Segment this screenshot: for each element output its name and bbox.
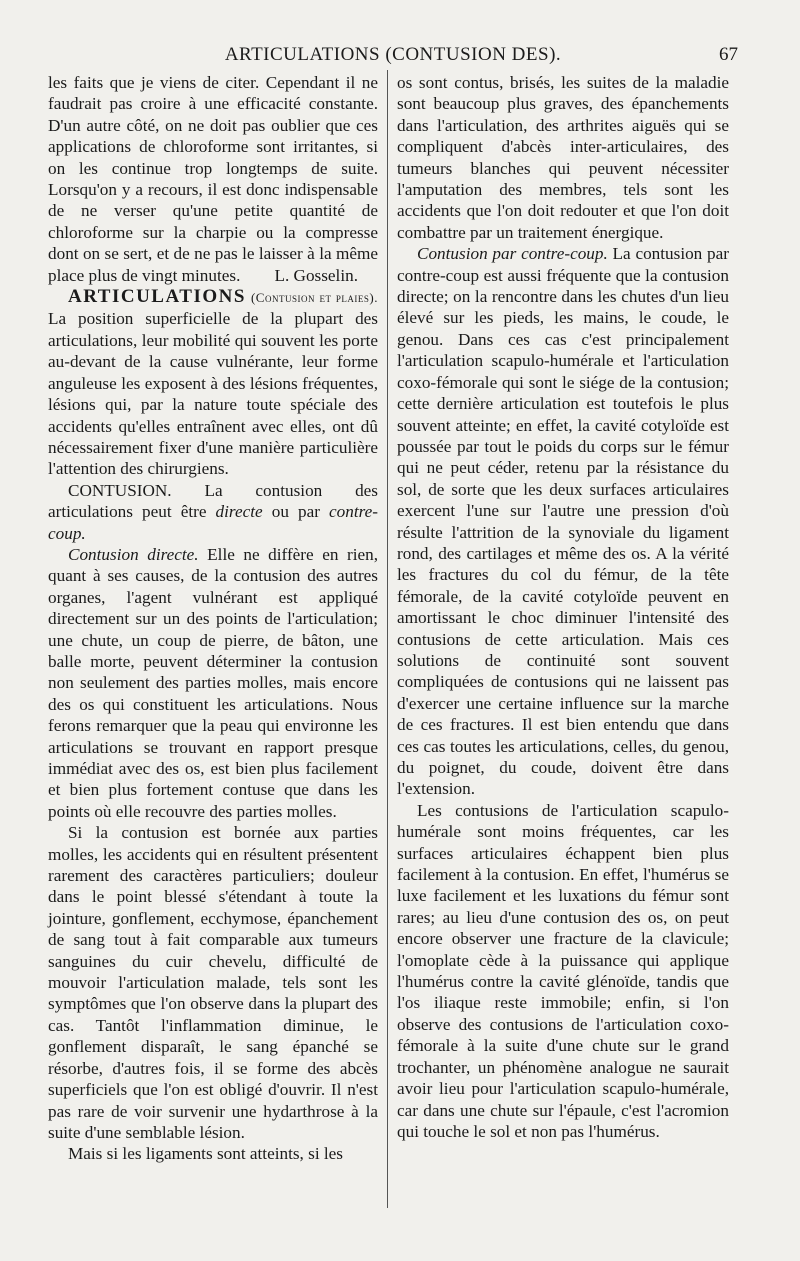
emphasis: directe	[215, 502, 263, 522]
entry-subheading: (Contusion et plaies).	[250, 290, 379, 306]
paragraph	[397, 243, 729, 800]
paragraph-text: La contusion par contre-coup est aussi fréquente que la contusion directe; on la rencontre dans les chutes d'un lieu élevé sur les pieds, les mains, le coude, le genou. Dans ces cas c'est principalement l'articulation scapulo-humérale et l'articulation coxo-fémorale qui sont le siége de la contusion; cette dernière articulation est toutefois le plus souvent atteinte; en effet, la cavité cotyloïde est poussée par tout le poids du corps sur le fémur qui ne peut céder, retenu par la résistance du sol, de sorte que les deux surfaces articulaires exercent l'une sur l'autre une pression d'où résulte l'attrition de la synoviale du ligament rond, des cartilages et même des os. A la vérité les fractures du col du fémur, de la tête fémorale, de la cavité cotyloïde peuvent en amortissant le choc diminuer l'intensité des contusions de cette articulation. Mais ces solutions de continuité sont souvent compliquées de contusions qui ne laissent pas d'exercer une certaine influence sur la marche de ces fractures. Il est bien entendu que dans ces cas toutes les articulations, celles, du genou, du poignet, du coude, doivent être dans l'extension.	[397, 244, 729, 799]
paragraph: Mais si les ligaments sont atteints, si les	[68, 1144, 343, 1164]
subsection-label: Contusion par contre-coup.	[417, 244, 608, 264]
paragraph	[48, 72, 378, 286]
paragraph-text: ou par	[271, 502, 320, 522]
paragraph-text: La position superficielle de la plupart des articulations, leur mobilité qui souvent les porte au-devant de la cause vulnérante, leur forme anguleuse les exposent à des lésions fréquentes, lésions qui, par la nature toute spéciale des accidents qu'elles entraînent avec elles, ont dû nécessairement fixer d'une manière particulière l'attention des chirurgiens.	[48, 309, 378, 479]
right-column	[397, 72, 729, 1142]
page-number: 67	[719, 44, 738, 65]
section-heading: CONTUSION.	[68, 480, 172, 500]
page-header	[48, 44, 738, 70]
paragraph: os sont contus, brisés, les suites de la maladie sont beaucoup plus graves, des épanchements dans l'articulation, des arthrites aiguës qui se compliquent d'abcès inter-articulaires, des tumeurs blanches qui peuvent nécessiter l'amputation des membres, tels sont les accidents que l'on doit redouter et que l'on doit combattre par un traitement énergique.	[397, 73, 729, 242]
paragraph	[48, 286, 378, 480]
paragraph-text: La contusion des articulations peut être	[48, 480, 378, 522]
paragraph-text: les faits que je viens de citer. Cependant il ne faudrait pas croire à une efficacité constante. D'un autre côté, on ne doit pas oublier que ces applications de chloroforme sont irritantes, si on les continue trop longtemps de suite. Lorsqu'on y a recours, il est donc indispensable de ne verser qu'une petite quantité de chloroforme sur la charpie ou la compresse dont on se sert, et de ne pas le laisser à la même place plus de vingt minutes.	[48, 73, 378, 285]
column-divider	[387, 70, 388, 1208]
paragraph-text: Elle ne diffère en rien, quant à ses causes, de la contusion des autres organes, l'agent vulnérant est appliqué directement sur un des points de l'articulation; une chute, un coup de pierre, de bâton, une balle morte, peuvent déterminer la contusion non seulement des parties molles, mais encore des os qui constituent les articulations. Nous ferons remarquer que la peau qui environne les articulations se trouvant en rapport presque immédiat avec des os, est bien plus facilement et bien plus fortement contuse que dans les points où elle recouvre des parties molles.	[48, 544, 378, 821]
author-signature: L. Gosselin.	[274, 265, 358, 285]
emphasis: contre-coup.	[48, 502, 379, 543]
paragraph	[48, 480, 378, 544]
entry-heading: ARTICULATIONS	[68, 286, 246, 308]
left-column	[48, 72, 378, 1165]
running-title: ARTICULATIONS (CONTUSION DES).	[224, 44, 562, 65]
subsection-label: Contusion directe.	[68, 544, 199, 564]
paragraph	[48, 544, 378, 822]
paragraph: Si la contusion est bornée aux parties molles, les accidents qui en résultent présentent rarement des caractères particuliers; douleur dans le point blessé s'étendant à toute la jointure, gonflement, ecchymose, épanchement de sang tout à fait comparable aux tumeurs sanguines du cuir chevelu, difficulté de mouvoir l'articulation malade, tels sont les symptômes que l'on observe dans la plupart des cas. Tantôt l'inflammation diminue, le gonflement disparaît, le sang épanché se résorbe, d'autres fois, il se forme des abcès superficiels que l'on est obligé d'ouvrir. Il n'est pas rare de voir survenir une hydarthrose à la suite d'une semblable lésion.	[48, 823, 378, 1142]
paragraph: Les contusions de l'articulation scapulo-humérale sont moins fréquentes, car les surfaces articulaires échappent bien plus facilement à la contusion. En effet, l'humérus se luxe facilement et les luxations du fémur sont rares; au lieu d'une contusion des os, on peut encore observer une fracture de la clavicule; l'omoplate cède à la puissance qui applique l'humérus contre la cavité glénoïde, tandis que l'os iliaque reste immobile; enfin, si l'on observe des contusions de l'articulation coxo-fémorale à la suite d'une chute sur le grand trochanter, un phénomène analogue ne saurait avoir lieu pour l'articulation scapulo-humérale, car dans une chute sur l'épaule, c'est l'acromion qui touche le sol et non pas l'humérus.	[397, 800, 729, 1141]
